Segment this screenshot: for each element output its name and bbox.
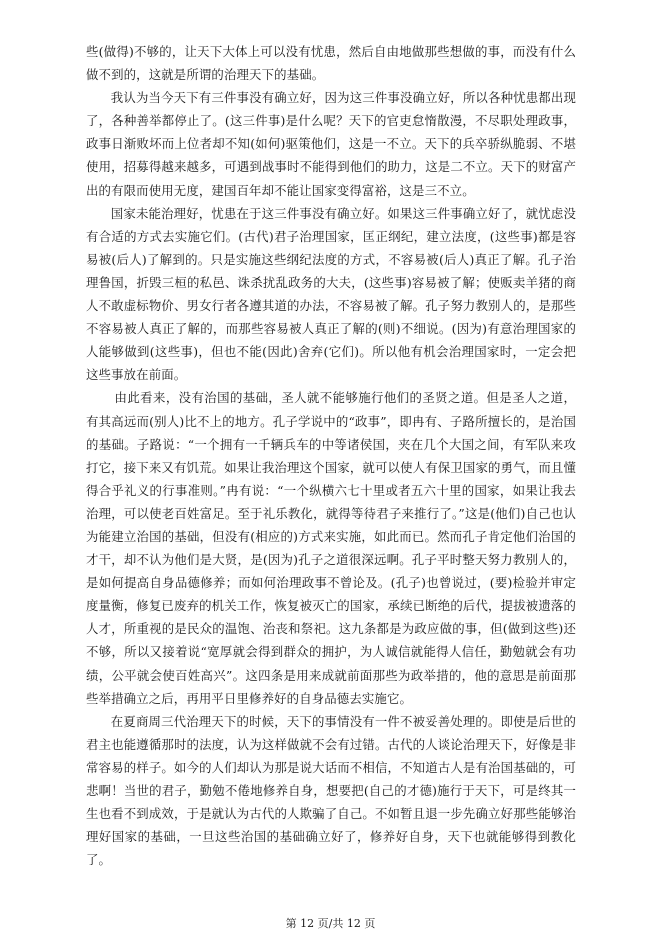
paragraph-5: 在夏商周三代治理天下的时候，天下的事情没有一件不被妥善处理的。即使是后世的君主也能遵循那时的法度，认为这样做就不会有过错。古代的人谈论治理天下，好像是非常容易的样子。如今的人们却认为那是说大话而不相信，不知道古人是有治国基础的，可悲啊！当世的君子，勤勉不倦地修养自身，想要把(自己的才德)施行于天下，可是终其一生也看不到成效，于是就认为古代的人欺骗了自己。不如暂且退一步先确立好那些能够治理好国家的基础，一旦这些治国的基础确立好了，修养好自身，天下也就能够得到教化了。 bbox=[86, 713, 576, 868]
paragraph-3: 国家未能治理好，忧患在于这三件事没有确立好。如果这三件事确立好了，就忧虑没有合适的方式去实施它们。(古代)君子治理国家，匡正纲纪，建立法度，(这些事)都是容易被(后人)了解到的。只是实施这些纲纪法度的方式，不容易被(后人)真正了解。孔子治理鲁国，折毁三桓的私邑、诛杀扰乱政务的大夫，(这些事)容易被了解；使贩卖羊猪的商人不敢虚标物价、男女行者各遵其道的办法，不容易被了解。孔子努力教别人的，是那些不容易被人真正了解的，而那些容易被人真正了解的(则)不细说。(因为)有意治理国家的人能够做到(这些事)，但也不能(因此)舍弃(它们)。所以他有机会治理国家时，一定会把这些事放在前面。 bbox=[86, 205, 576, 383]
paragraph-2: 我认为当今天下有三件事没有确立好，因为这三件事没确立好，所以各种忧患都出现了，各种善举都停止了。(这三件事)是什么呢？天下的官吏怠惰散漫，不尽职处理政事，政事日渐败坏而上位者却不知(如何)驱策他们，这是一不立。天下的兵卒骄纵脆弱、不堪使用，招募得越来越多，可遇到战事时不能得到他们的助力，这是二不立。天下的财富产出的有限而使用无度，建国百年却不能让国家变得富裕，这是三不立。 bbox=[86, 90, 576, 198]
paragraph-4: 由此看来，没有治国的基础，圣人就不能够施行他们的圣贤之道。但是圣人之道，有其高远而(别人)比不上的地方。孔子学说中的“政事”，即冉有、子路所擅长的，是治国的基础。子路说：“一个拥有一千辆兵车的中等诸侯国，夹在几个大国之间，有军队来攻打它，接下来又有饥荒。如果让我治理这个国家，就可以使人有保卫国家的勇气，而且懂得合乎礼义的行事准则。”冉有说：“一个纵横六七十里或者五六十里的国家，如果让我去治理，可以使老百姓富足。至于礼乐教化，就得等待君子来推行了。”这是(他们)自己也认为能建立治国的基础，但没有(相应的)方式来实施，如此而已。然而孔子肯定他们治国的才干，却不认为他们是大贤，是(因为)孔子之道很深远啊。孔子平时整天努力教别人的，是如何提高自身品德修养；而如何治理政事不曾论及。(孔子)也曾说过，(要)检验并审定度量衡，修复已废弃的机关工作，恢复被灭亡的国家，承续已断绝的后代，提拔被遗落的人才，所重视的是民众的温饱、治丧和祭祀。这九条都是为政应做的事，但(做到这些)还不够，所以又接着说“宽厚就会得到群众的拥护，为人诚信就能得人信任，勤勉就会有功绩，公平就会使百姓高兴”。这四条是用来成就前面那些为政举措的，他的意思是前面那些举措确立之后，再用平日里修养好的自身品德去实施它。 bbox=[86, 390, 576, 706]
document-body bbox=[86, 40, 576, 871]
paragraph-1: 些(做得)不够的，让天下大体上可以没有忧患，然后自由地做那些想做的事，而没有什么做不到的，这就是所谓的治理天下的基础。 bbox=[86, 44, 576, 83]
page-number: 第 12 页/共 12 页 bbox=[285, 917, 376, 930]
